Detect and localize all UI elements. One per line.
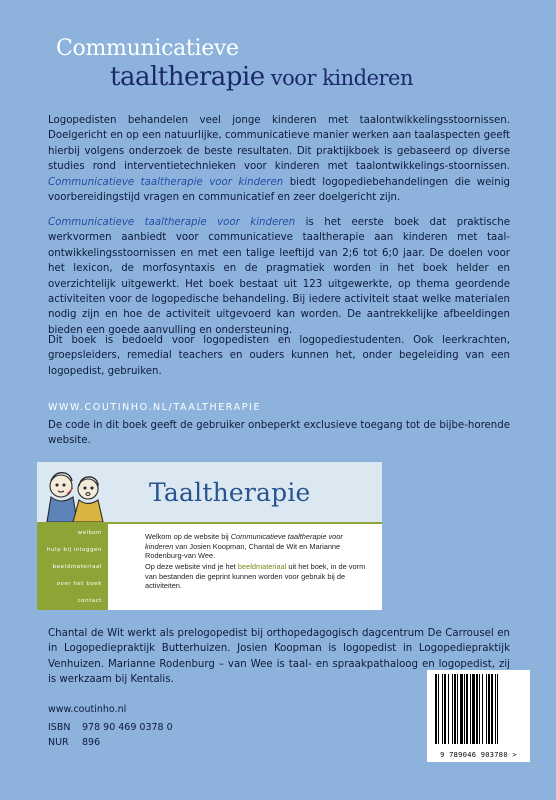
- nav-hulp-bij-inloggen[interactable]: hulp bij inloggen: [46, 547, 102, 553]
- isbn-block: [48, 720, 173, 750]
- audience-paragraph: Dit boek is bedoeld voor logopedisten en logopediestudenten. Ook leerkrachten, groepsleiders, remedial teachers en ouders kunnen het, onder begeleiding van een logopedist, gebruiken.: [48, 335, 510, 377]
- panel-welcome-text: [145, 532, 371, 561]
- panel-body-text: [145, 562, 371, 591]
- website-screenshot-panel: [37, 462, 382, 610]
- children-illustration-icon: [41, 464, 107, 522]
- intro-tail: biedt logopediebehandelingen die weinig voorbereidingstijd vragen en communicatief en zeer doelgericht zijn.: [48, 176, 510, 204]
- title-small: voor kinderen: [264, 66, 413, 90]
- barcode-number: 9 789046 903780 >: [440, 751, 517, 759]
- publisher-website[interactable]: www.coutinho.nl: [48, 704, 127, 715]
- authors-paragraph: Chantal de Wit werkt als prelogopedist bij orthopedagogisch dagcentrum De Carrousel en in Logopediepraktijk Butterhuizen. Josien Koopman is logopedist in Logopediepraktijk Venhuizen. Marianne Rodenburg – van Wee is taal- en spraakpathaloog en logopedist, zij is werkzaam bij Kentalis.: [48, 628, 510, 686]
- intro-paragraph: [48, 113, 510, 205]
- nur-label: NUR: [48, 737, 69, 748]
- nav-contact[interactable]: contact: [77, 598, 102, 604]
- description-text: is het eerste boek dat praktische werkvormen aanbiedt voor communicatieve taaltherapie aan kinderen met taal-ontwikkelingsstoornissen en met een talige leeftijd van 2;6 tot 6;0 jaar. De doelen voor het lexicon, de morfosyntaxis en de pragmatiek worden in het boek helder en overzichtelijk uitgewerkt. Het boek bestaat uit 123 uitgewerkte, op thema geordende activiteiten voor de logopedische behandeling. Bij iedere activiteit staat welke materialen nodig zijn en hoe de activiteit uitgevoerd kan worden. De aantrekkelijke afbeeldingen bieden een goede aanvulling en ondersteuning.: [48, 217, 510, 336]
- body-post: uit het boek, in de vorm van bestanden die geprint kunnen worden voor gebruik bij de activiteiten.: [145, 562, 366, 591]
- panel-divider: [108, 522, 382, 524]
- intro-book-title: Communicatieve taaltherapie voor kinderen: [48, 176, 284, 188]
- website-url[interactable]: WWW.COUTINHO.NL/TAALTHERAPIE: [48, 402, 262, 413]
- body-link[interactable]: beeldmateriaal: [237, 562, 287, 571]
- nav-beeldmateriaal[interactable]: beeldmateriaal: [52, 564, 102, 570]
- description-paragraph: [48, 215, 510, 338]
- body-pre: Op deze website vind je het: [145, 562, 238, 571]
- panel-brand-title: Taaltherapie: [149, 478, 311, 507]
- welcome-post: van Josien Koopman, Chantal de Wit en Marianne Rodenburg-van Wee.: [145, 541, 341, 561]
- intro-text: Logopedisten behandelen veel jonge kinderen met taalontwikkelingsstoornissen. Doelgericht en op een natuurlijke, communicatieve manier werken aan taalaspecten geeft hierbij volgens onderzoek de beste resultaten. Dit praktijkboek is gebaseerd op diverse studies rond interventietechnieken voor kinderen met taalontwikkelings-stoornissen.: [48, 115, 510, 173]
- panel-header: [37, 462, 382, 522]
- description-book-title: Communicatieve taaltherapie voor kinderen: [48, 217, 296, 228]
- title-line-2: [110, 62, 413, 92]
- nav-over-het-boek[interactable]: over het boek: [56, 581, 102, 587]
- access-code-paragraph: De code in dit boek geeft de gebruiker onbeperkt exclusieve toegang tot de bijbe-horende website.: [48, 420, 510, 447]
- barcode-bars-icon: [433, 674, 524, 748]
- nur-value: 896: [82, 737, 101, 748]
- title-line-1: Communicatieve: [56, 36, 239, 61]
- nur-line: [48, 735, 173, 750]
- welcome-pre: Welkom op de website bij: [145, 532, 231, 541]
- welcome-book-title: Communicatieve taaltherapie voor kinderen: [145, 532, 343, 551]
- panel-nav: [37, 522, 108, 610]
- isbn-line: [48, 720, 173, 735]
- isbn-label: ISBN: [48, 722, 71, 733]
- nav-welkom[interactable]: welkom: [77, 530, 102, 536]
- barcode: [427, 670, 530, 762]
- isbn-value: 978 90 469 0378 0: [82, 722, 173, 733]
- title-main: taaltherapie: [110, 62, 265, 92]
